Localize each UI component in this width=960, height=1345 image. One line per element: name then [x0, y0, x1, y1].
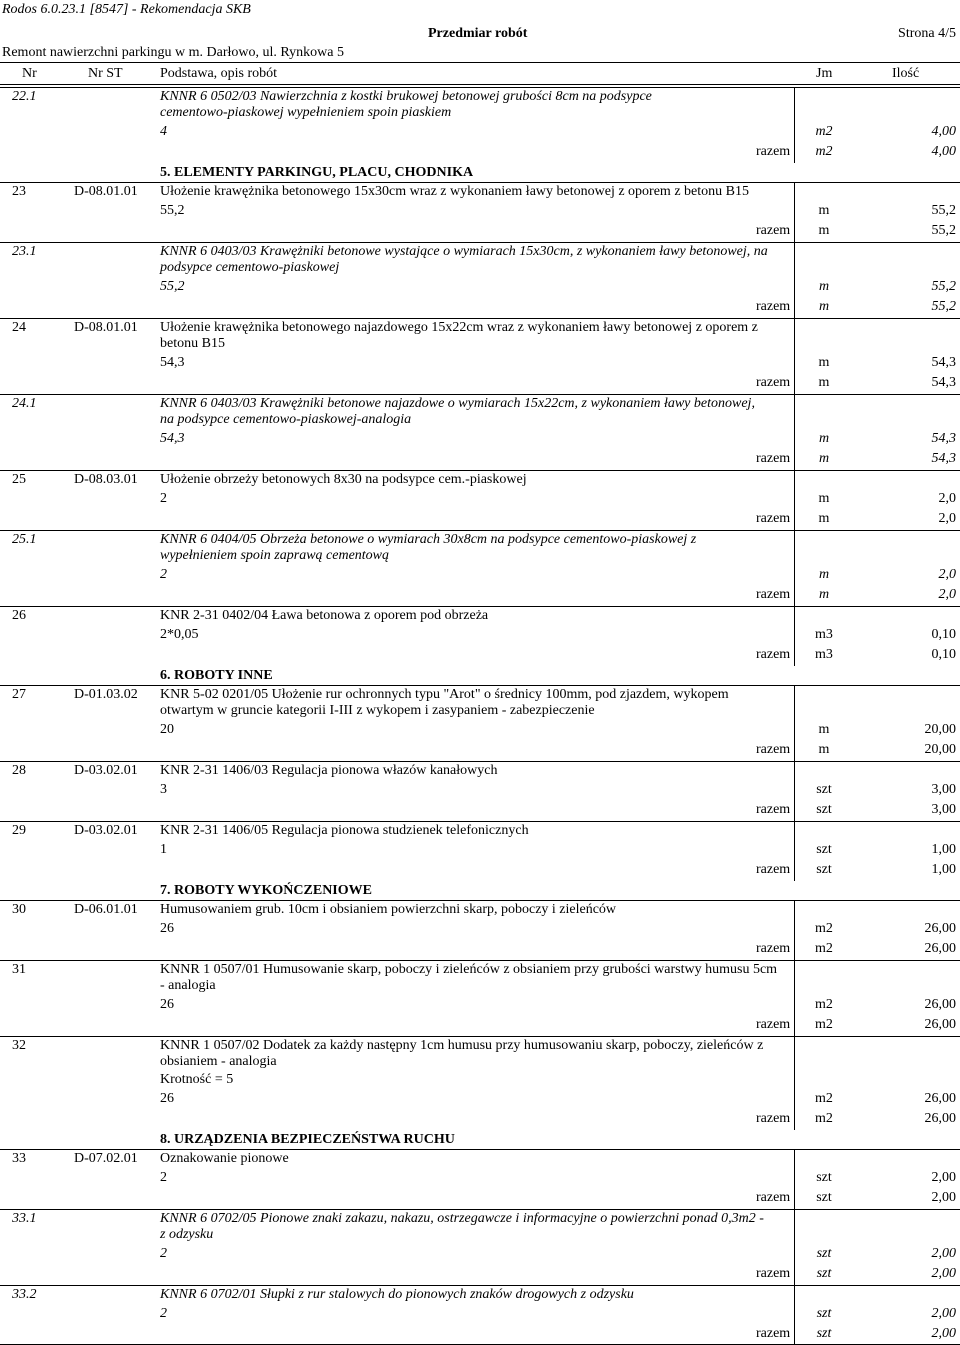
spec-number: D-07.02.01: [74, 1151, 138, 1166]
unit-column-separator: [794, 1036, 795, 1130]
total-quantity: 2,00: [931, 1266, 956, 1281]
item-number: 23: [12, 184, 26, 199]
total-unit: m2: [815, 144, 833, 159]
total-label: razem: [756, 802, 791, 817]
row-separator: [0, 606, 960, 607]
total-label: razem: [756, 941, 791, 956]
item-number: 30: [12, 902, 26, 917]
measurement-formula: 26: [160, 997, 174, 1012]
spec-number: D-08.03.01: [74, 472, 138, 487]
row-separator: [0, 1149, 960, 1150]
column-description: Podstawa, opis robót: [160, 66, 278, 81]
item-description: Ułożenie krawężnika betonowego 15x30cm wraz z wykonaniem ławy betonowej z oporem z betonu B15: [160, 184, 749, 199]
total-unit: m: [818, 587, 830, 602]
total-quantity: 55,2: [931, 223, 956, 238]
total-unit: szt: [816, 1266, 832, 1281]
measurement-quantity: 2,00: [931, 1170, 956, 1185]
item-description-line2: podsypce cementowo-piaskowej: [160, 260, 340, 275]
column-ilosc: Ilość: [892, 66, 920, 81]
row-separator: [0, 470, 960, 471]
total-quantity: 26,00: [924, 1111, 956, 1126]
column-nr: Nr: [22, 66, 37, 81]
row-separator: [0, 1036, 960, 1037]
total-unit: m: [818, 223, 830, 238]
item-description: KNR 5-02 0201/05 Ułożenie rur ochronnych typu "Arot" o średnicy 100mm, pod zjazdem, wykopem: [160, 687, 729, 702]
total-unit: szt: [816, 862, 832, 877]
item-description: KNR 2-31 1406/05 Regulacja pionowa studzienek telefonicznych: [160, 823, 529, 838]
measurement-formula: 26: [160, 1091, 174, 1106]
item-description: Ułożenie krawężnika betonowego najazdowego 15x22cm wraz z wykonaniem ławy betonowej z oporem z: [160, 320, 758, 335]
section-heading: 8. URZĄDZENIA BEZPIECZEŃSTWA RUCHU: [160, 1132, 455, 1147]
item-description: Oznakowanie pionowe: [160, 1151, 289, 1166]
item-number: 25.1: [12, 532, 37, 547]
item-number: 22.1: [12, 89, 37, 104]
measurement-formula: 54,3: [160, 355, 185, 370]
item-description-line2: wypełnieniem spoin zaprawą cementową: [160, 548, 390, 563]
total-quantity: 1,00: [931, 862, 956, 877]
item-description: KNNR 1 0507/02 Dodatek za każdy następny 1cm humusu przy humusowaniu skarp, poboczy, zieleńców z: [160, 1038, 764, 1053]
total-label: razem: [756, 1017, 791, 1032]
row-separator: [0, 685, 960, 686]
measurement-formula: 1: [160, 842, 167, 857]
total-quantity: 54,3: [931, 451, 956, 466]
measurement-quantity: 54,3: [931, 355, 956, 370]
unit-column-separator: [794, 761, 795, 821]
measurement-formula: 26: [160, 921, 174, 936]
unit-column-separator: [794, 606, 795, 666]
item-number: 28: [12, 763, 26, 778]
measurement-formula: 55,2: [160, 279, 185, 294]
measurement-unit: m: [818, 355, 830, 370]
measurement-unit: m: [818, 491, 830, 506]
column-jm: Jm: [816, 66, 833, 81]
unit-column-separator: [794, 685, 795, 761]
item-description: Humusowaniem grub. 10cm i obsianiem powierzchni skarp, poboczy i zieleńców: [160, 902, 617, 917]
total-label: razem: [756, 1266, 791, 1281]
measurement-unit: m2: [815, 1091, 833, 1106]
total-label: razem: [756, 299, 791, 314]
row-separator: [0, 761, 960, 762]
measurement-formula: 3: [160, 782, 167, 797]
spec-number: D-06.01.01: [74, 902, 138, 917]
header-top-border: [0, 62, 960, 63]
row-separator: [0, 900, 960, 901]
measurement-unit: m: [818, 567, 830, 582]
total-quantity: 20,00: [924, 742, 956, 757]
spec-number: D-08.01.01: [74, 320, 138, 335]
item-description: Ułożenie obrzeży betonowych 8x30 na podsypce cem.-piaskowej: [160, 472, 527, 487]
unit-column-separator: [794, 900, 795, 960]
spec-number: D-03.02.01: [74, 763, 138, 778]
row-separator: [0, 960, 960, 961]
item-number: 31: [12, 962, 26, 977]
measurement-quantity: 1,00: [931, 842, 956, 857]
measurement-quantity: 4,00: [931, 124, 956, 139]
measurement-quantity: 20,00: [924, 722, 956, 737]
measurement-quantity: 3,00: [931, 782, 956, 797]
row-separator: [0, 1209, 960, 1210]
spec-number: D-08.01.01: [74, 184, 138, 199]
section-heading: 5. ELEMENTY PARKINGU, PLACU, CHODNIKA: [160, 165, 474, 180]
item-description: KNNR 6 0403/03 Krawężniki betonowe wystające o wymiarach 15x30cm, z wykonaniem ławy betonowej, na: [160, 244, 768, 259]
measurement-quantity: 2,0: [938, 567, 956, 582]
column-nr-st: Nr ST: [88, 66, 123, 81]
total-unit: m: [818, 375, 830, 390]
header-bottom-border: [0, 84, 960, 85]
unit-column-separator: [794, 1209, 795, 1285]
total-label: razem: [756, 1111, 791, 1126]
item-description: KNR 2-31 0402/04 Ława betonowa z oporem pod obrzeża: [160, 608, 489, 623]
item-number: 33.2: [12, 1287, 37, 1302]
total-quantity: 2,00: [931, 1326, 956, 1341]
item-number: 32: [12, 1038, 26, 1053]
row-separator: [0, 394, 960, 395]
spec-number: D-03.02.01: [74, 823, 138, 838]
total-quantity: 55,2: [931, 299, 956, 314]
measurement-formula: 2: [160, 1170, 167, 1185]
unit-column-separator: [794, 821, 795, 881]
total-unit: m: [818, 742, 830, 757]
page-number: Strona 4/5: [898, 26, 956, 41]
unit-column-separator: [794, 87, 795, 163]
measurement-quantity: 2,00: [931, 1306, 956, 1321]
total-label: razem: [756, 511, 791, 526]
measurement-unit: m2: [815, 124, 833, 139]
item-number: 27: [12, 687, 26, 702]
total-label: razem: [756, 144, 791, 159]
total-label: razem: [756, 1190, 791, 1205]
section-heading: 6. ROBOTY INNE: [160, 668, 273, 683]
total-unit: szt: [816, 1326, 832, 1341]
item-number: 24: [12, 320, 26, 335]
measurement-quantity: 2,00: [931, 1246, 956, 1261]
total-label: razem: [756, 742, 791, 757]
measurement-unit: m: [818, 431, 830, 446]
total-unit: m: [818, 511, 830, 526]
app-title: Rodos 6.0.23.1 [8547] - Rekomendacja SKB: [2, 2, 251, 17]
spec-number: D-01.03.02: [74, 687, 138, 702]
project-title: Remont nawierzchni parkingu w m. Darłowo, ul. Rynkowa 5: [2, 45, 344, 60]
item-description: KNNR 6 0702/01 Słupki z rur stalowych do pionowych znaków drogowych z odzysku: [160, 1287, 634, 1302]
unit-column-separator: [794, 1285, 795, 1345]
measurement-formula: 4: [160, 124, 167, 139]
total-unit: m3: [815, 647, 833, 662]
total-unit: m: [818, 451, 830, 466]
item-multiplier: Krotność = 5: [160, 1072, 234, 1087]
measurement-quantity: 26,00: [924, 921, 956, 936]
item-description-line2: obsianiem - analogia: [160, 1054, 277, 1069]
item-description-line2: cementowo-piaskowej wypełnieniem spoin piaskiem: [160, 105, 452, 120]
measurement-unit: m: [818, 279, 830, 294]
document-title: Przedmiar robót: [428, 26, 528, 41]
total-quantity: 0,10: [931, 647, 956, 662]
measurement-unit: m: [818, 203, 830, 218]
unit-column-separator: [794, 318, 795, 394]
item-description: KNNR 6 0702/05 Pionowe znaki zakazu, nakazu, ostrzegawcze i informacyjne o powierzchni ponad 0,3m2 -: [160, 1211, 764, 1226]
unit-column-separator: [794, 242, 795, 318]
measurement-formula: 2*0,05: [160, 627, 199, 642]
total-unit: szt: [816, 1190, 832, 1205]
measurement-quantity: 2,0: [938, 491, 956, 506]
item-description: KNNR 1 0507/01 Humusowanie skarp, poboczy i zieleńców z obsianiem przy grubości warstwy humusu 5cm: [160, 962, 778, 977]
total-label: razem: [756, 375, 791, 390]
row-separator: [0, 530, 960, 531]
measurement-quantity: 55,2: [931, 203, 956, 218]
row-separator: [0, 318, 960, 319]
row-separator: [0, 87, 960, 88]
measurement-formula: 55,2: [160, 203, 185, 218]
item-description-line2: - analogia: [160, 978, 216, 993]
unit-column-separator: [794, 960, 795, 1036]
measurement-unit: m3: [815, 627, 833, 642]
item-number: 33.1: [12, 1211, 37, 1226]
unit-column-separator: [794, 530, 795, 606]
unit-column-separator: [794, 394, 795, 470]
measurement-formula: 2: [160, 567, 167, 582]
section-heading: 7. ROBOTY WYKOŃCZENIOWE: [160, 883, 372, 898]
total-quantity: 26,00: [924, 1017, 956, 1032]
total-quantity: 26,00: [924, 941, 956, 956]
item-description-line2: z odzysku: [160, 1227, 214, 1242]
item-description: KNNR 6 0502/03 Nawierzchnia z kostki brukowej betonowej grubości 8cm na podsypce: [160, 89, 652, 104]
measurement-unit: m: [818, 722, 830, 737]
item-description: KNNR 6 0403/03 Krawężniki betonowe najazdowe o wymiarach 15x22cm, z wykonaniem ławy betonowej,: [160, 396, 755, 411]
item-number: 24.1: [12, 396, 37, 411]
total-unit: szt: [816, 802, 832, 817]
measurement-formula: 54,3: [160, 431, 185, 446]
item-description: KNNR 6 0404/05 Obrzeża betonowe o wymiarach 30x8cm na podsypce cementowo-piaskowej z: [160, 532, 697, 547]
measurement-formula: 2: [160, 491, 167, 506]
item-number: 26: [12, 608, 26, 623]
measurement-unit: m2: [815, 921, 833, 936]
measurement-unit: szt: [816, 842, 832, 857]
measurement-quantity: 26,00: [924, 997, 956, 1012]
item-number: 33: [12, 1151, 26, 1166]
total-label: razem: [756, 223, 791, 238]
item-description-line2: otwartym w gruncie kategorii I-III z wykopem i zasypaniem - zabezpieczenie: [160, 703, 595, 718]
total-label: razem: [756, 862, 791, 877]
item-description-line2: na podsypce cementowo-piaskowej-analogia: [160, 412, 412, 427]
unit-column-separator: [794, 470, 795, 530]
measurement-quantity: 54,3: [931, 431, 956, 446]
row-separator: [0, 182, 960, 183]
measurement-unit: szt: [816, 782, 832, 797]
row-separator: [0, 1285, 960, 1286]
total-unit: m2: [815, 941, 833, 956]
unit-column-separator: [794, 1149, 795, 1209]
total-unit: m: [818, 299, 830, 314]
total-quantity: 2,00: [931, 1190, 956, 1205]
row-separator: [0, 242, 960, 243]
measurement-unit: szt: [816, 1170, 832, 1185]
measurement-formula: 2: [160, 1246, 167, 1261]
total-label: razem: [756, 1326, 791, 1341]
total-quantity: 4,00: [931, 144, 956, 159]
total-unit: m2: [815, 1111, 833, 1126]
measurement-unit: szt: [816, 1306, 832, 1321]
item-number: 25: [12, 472, 26, 487]
total-label: razem: [756, 647, 791, 662]
total-quantity: 54,3: [931, 375, 956, 390]
measurement-unit: szt: [816, 1246, 832, 1261]
total-quantity: 2,0: [938, 587, 956, 602]
row-separator: [0, 821, 960, 822]
item-number: 29: [12, 823, 26, 838]
total-label: razem: [756, 451, 791, 466]
item-description: KNR 2-31 1406/03 Regulacja pionowa włazów kanałowych: [160, 763, 498, 778]
total-quantity: 2,0: [938, 511, 956, 526]
item-description-line2: betonu B15: [160, 336, 225, 351]
total-quantity: 3,00: [931, 802, 956, 817]
total-label: razem: [756, 587, 791, 602]
measurement-formula: 2: [160, 1306, 167, 1321]
unit-column-separator: [794, 182, 795, 242]
measurement-formula: 20: [160, 722, 174, 737]
measurement-quantity: 26,00: [924, 1091, 956, 1106]
measurement-quantity: 0,10: [931, 627, 956, 642]
measurement-unit: m2: [815, 997, 833, 1012]
total-unit: m2: [815, 1017, 833, 1032]
measurement-quantity: 55,2: [931, 279, 956, 294]
item-number: 23.1: [12, 244, 37, 259]
